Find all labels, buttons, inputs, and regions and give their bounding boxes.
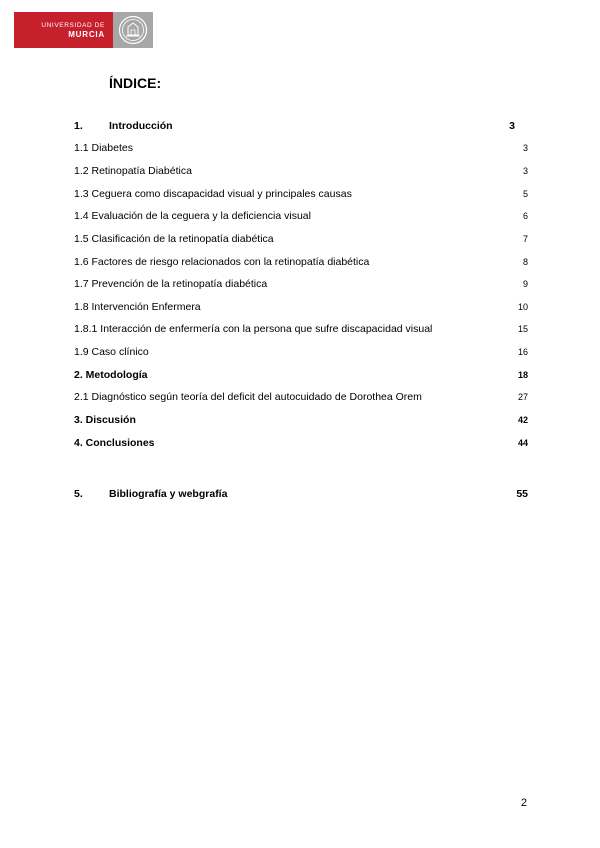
toc-entry-page: 5 — [522, 189, 528, 199]
toc-entry-label: 1.2 Retinopatía Diabética — [74, 165, 192, 177]
toc-entry-page: 42 — [517, 415, 528, 425]
toc-entry-page: 3 — [522, 143, 528, 153]
toc-entry-page: 44 — [517, 438, 528, 448]
toc-entry-label: 2. Metodología — [74, 369, 148, 381]
toc-entry-label: 1.8.1 Interacción de enfermería con la persona que sufre discapacidad visual — [74, 323, 433, 335]
toc-entry-page: 9 — [522, 279, 528, 289]
toc-entry-number: 1. — [74, 120, 83, 132]
page-number: 2 — [520, 797, 527, 809]
toc-entry-label: 3. Discusión — [74, 414, 136, 426]
logo-text-block — [14, 12, 113, 48]
toc-entry-page: 55 — [516, 488, 528, 500]
logo-line-2: MURCIA — [68, 29, 105, 39]
toc-entry-label: 1.8 Intervención Enfermera — [74, 301, 201, 313]
toc-entry-page: 3 — [509, 120, 515, 132]
toc-entry-page: 15 — [517, 324, 528, 334]
logo-line-1: UNIVERSIDAD DE — [41, 21, 105, 29]
toc-entry-label: 1.9 Caso clínico — [74, 346, 149, 358]
toc-entry-label: Bibliografía y webgrafía — [109, 488, 228, 500]
toc-entry-page: 10 — [517, 302, 528, 312]
toc-entry-label: 1.1 Diabetes — [74, 142, 133, 154]
toc-entry-label: 1.4 Evaluación de la ceguera y la deficiencia visual — [74, 210, 311, 222]
toc-entry-label: 4. Conclusiones — [74, 437, 155, 449]
university-logo — [14, 12, 153, 48]
toc-entry-label: 1.5 Clasificación de la retinopatía diabética — [74, 233, 274, 245]
index-title: ÍNDICE: — [109, 75, 162, 91]
toc-entry-label: 2.1 Diagnóstico según teoría del deficit del autocuidado de Dorothea Orem — [74, 391, 422, 403]
toc-entry-page: 8 — [522, 257, 528, 267]
toc-entry-page: 27 — [517, 392, 528, 402]
toc-entry-label: 1.6 Factores de riesgo relacionados con la retinopatía diabética — [74, 256, 370, 268]
toc-entry-page: 3 — [522, 166, 528, 176]
toc-entry-page: 18 — [517, 370, 528, 380]
university-seal-icon — [113, 12, 153, 48]
toc-entry-page: 7 — [522, 234, 528, 244]
toc-entry-page: 16 — [517, 347, 528, 357]
toc-entry-label: Introducción — [109, 120, 173, 132]
toc-entry-number: 5. — [74, 488, 83, 500]
toc-entry-label: 1.3 Ceguera como discapacidad visual y principales causas — [74, 188, 352, 200]
toc-entry-label: 1.7 Prevención de la retinopatía diabética — [74, 278, 268, 290]
toc-entry-page: 6 — [522, 211, 528, 221]
